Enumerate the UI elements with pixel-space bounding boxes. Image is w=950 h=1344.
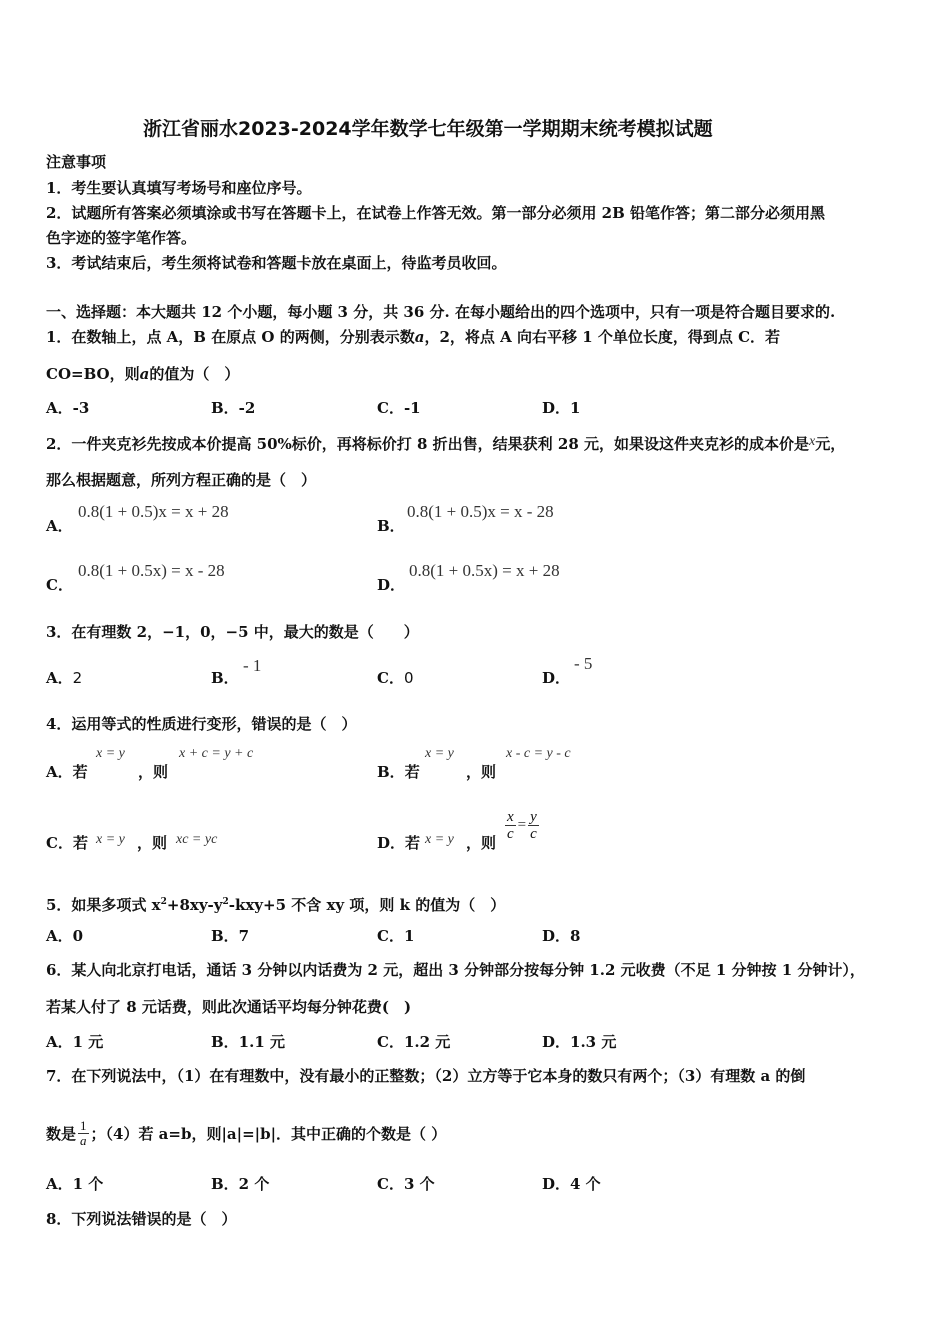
option-d-then: ，则 bbox=[466, 834, 497, 852]
fraction bbox=[505, 809, 516, 842]
q1-text: ，2，将点 A 向右平移 1 个单位长度，得到点 C．若 bbox=[424, 328, 781, 346]
question-1-line2 bbox=[46, 364, 239, 384]
option-value: 0 bbox=[403, 669, 414, 687]
option-d-value: - 5 bbox=[574, 654, 593, 673]
option-d: D．1 bbox=[542, 399, 581, 417]
option-a-label bbox=[46, 762, 88, 782]
q1-variable: a bbox=[414, 328, 425, 346]
numerator: y bbox=[530, 809, 537, 825]
option-a-result: x + c = y + c bbox=[179, 746, 254, 761]
option-c-label: C． bbox=[46, 576, 73, 594]
option-label: B． bbox=[377, 763, 405, 781]
question-7-line1: 7．在下列说法中，（1）在有理数中，没有最小的正整数；（2）立方等于它本身的数只有两个；（3）有理数 a 的倒 bbox=[46, 1067, 806, 1085]
option-c-formula: 0.8(1 + 0.5x) = x - 28 bbox=[78, 561, 225, 580]
exponent: 2 bbox=[222, 897, 229, 907]
option-b: B．2 个 bbox=[211, 1175, 270, 1193]
option-text: 若 bbox=[404, 763, 420, 781]
notice-item: 1．考生要认真填写考场号和座位序号。 bbox=[46, 179, 312, 197]
page-title: 浙江省丽水2023-2024学年数学七年级第一学期期末统考模拟试题 bbox=[143, 118, 713, 140]
option-b: B．1.1 元 bbox=[211, 1033, 285, 1051]
option-d-label: D． bbox=[542, 669, 571, 687]
option-a-condition: x = y bbox=[96, 746, 125, 761]
q2-variable: x bbox=[809, 434, 816, 449]
q1-text: 1．在数轴上，点 A，B 在原点 O 的两侧，分别表示数 bbox=[46, 328, 415, 346]
q1-text: CO=BO，则 bbox=[46, 365, 140, 383]
q7-text: ；（4）若 a=b，则|a|=|b|．其中正确的个数是（ ） bbox=[90, 1124, 447, 1143]
option-a: A．-3 bbox=[46, 399, 90, 417]
q5-text: -kxy+5 不含 xy 项，则 k 的值为（ ） bbox=[228, 896, 506, 914]
option-label: C． bbox=[46, 834, 73, 852]
section-heading: 一、选择题：本大题共 12 个小题，每小题 3 分，共 36 分. 在每小题给出的四个选项中，只有一项是符合题目要求的. bbox=[46, 303, 836, 321]
option-d: D．8 bbox=[542, 927, 581, 945]
notice-item: 2．试题所有答案必须填涂或书写在答题卡上，在试卷上作答无效。第一部分必须用 2B 铅笔作答；第二部分必须用黑 bbox=[46, 204, 826, 222]
option-d-label: D． bbox=[377, 576, 406, 594]
option-label: C． bbox=[377, 669, 404, 687]
option-label: A． bbox=[46, 763, 73, 781]
option-c: C．1.2 元 bbox=[377, 1033, 451, 1051]
denominator: c bbox=[530, 826, 537, 842]
q5-text: +8xy-y bbox=[166, 896, 223, 914]
option-text: 若 bbox=[405, 834, 421, 852]
option-d-label bbox=[377, 833, 420, 853]
question-7-line2 bbox=[46, 1119, 446, 1148]
question-2-line2: 那么根据题意，所列方程正确的是（ ） bbox=[46, 471, 317, 489]
q7-text: 数是 bbox=[46, 1124, 77, 1143]
question-1-line1 bbox=[46, 327, 780, 347]
option-a: A．1 元 bbox=[46, 1033, 104, 1051]
question-6-line2: 若某人付了 8 元话费，则此次通话平均每分钟花费( ) bbox=[46, 998, 412, 1016]
option-b-value: - 1 bbox=[243, 656, 262, 675]
equals-sign: = bbox=[517, 817, 527, 833]
denominator: c bbox=[507, 826, 514, 842]
option-d: D．4 个 bbox=[542, 1175, 601, 1193]
option-c-then: ，则 bbox=[137, 834, 168, 852]
option-text: 若 bbox=[72, 834, 88, 852]
option-d: D．1.3 元 bbox=[542, 1033, 617, 1051]
question-3-stem: 3．在有理数 2，−1，0，−5 中，最大的数是（ ） bbox=[46, 623, 419, 641]
option-c-condition: x = y bbox=[96, 832, 125, 847]
question-6-line1: 6．某人向北京打电话，通话 3 分钟以内话费为 2 元，超出 3 分钟部分按每分钟 1.2 元收费（不足 1 分钟按 1 分钟计）， bbox=[46, 961, 865, 979]
option-value: 2 bbox=[72, 669, 83, 687]
notice-item: 3．考试结束后，考生须将试卷和答题卡放在桌面上，待监考员收回。 bbox=[46, 254, 507, 272]
option-a: A．0 bbox=[46, 927, 84, 945]
question-4-stem: 4．运用等式的性质进行变形，错误的是（ ） bbox=[46, 715, 357, 733]
option-text: 若 bbox=[72, 763, 88, 781]
fraction bbox=[528, 809, 539, 842]
exponent: 2 bbox=[160, 897, 167, 907]
numerator: x bbox=[507, 809, 514, 825]
option-b-then: ，则 bbox=[466, 763, 497, 781]
option-c: C．1 bbox=[377, 927, 415, 945]
q5-text: 5．如果多项式 x bbox=[46, 896, 161, 914]
option-b-label: B． bbox=[377, 517, 405, 535]
option-b-result: x - c = y - c bbox=[506, 746, 571, 761]
option-b: B．7 bbox=[211, 927, 250, 945]
numerator: 1 bbox=[80, 1118, 87, 1133]
option-d-condition: x = y bbox=[425, 832, 454, 847]
option-b-label bbox=[377, 762, 420, 782]
q2-text: 2．一件夹克衫先按成本价提高 50%标价，再将标价打 8 折出售，结果获利 28 元，如果设这件夹克衫的成本价是 bbox=[46, 435, 809, 453]
notice-heading: 注意事项 bbox=[46, 153, 107, 171]
option-c bbox=[377, 668, 414, 688]
option-c-label bbox=[46, 833, 88, 853]
option-b-label: B． bbox=[211, 669, 239, 687]
option-a bbox=[46, 668, 82, 688]
option-b: B．-2 bbox=[211, 399, 256, 417]
option-c: C．-1 bbox=[377, 399, 421, 417]
option-b-condition: x = y bbox=[425, 746, 454, 761]
option-a: A．1 个 bbox=[46, 1175, 104, 1193]
question-8-stem: 8．下列说法错误的是（ ） bbox=[46, 1210, 237, 1228]
question-2-line1 bbox=[46, 432, 845, 454]
notice-item: 色字迹的签字笔作答。 bbox=[46, 229, 197, 247]
option-c-result: xc = yc bbox=[176, 832, 218, 847]
option-d-fraction-equation bbox=[505, 809, 539, 842]
option-d-formula: 0.8(1 + 0.5x) = x + 28 bbox=[409, 561, 560, 580]
q1-text: 的值为（ ） bbox=[149, 365, 240, 383]
option-a-then: ，则 bbox=[138, 763, 169, 781]
option-a-formula: 0.8(1 + 0.5)x = x + 28 bbox=[78, 502, 229, 521]
denominator: a bbox=[80, 1133, 87, 1148]
option-label: A． bbox=[46, 669, 73, 687]
q2-text: 元， bbox=[815, 435, 846, 453]
option-label: D． bbox=[377, 834, 406, 852]
q1-variable: a bbox=[139, 365, 150, 383]
option-a-label: A． bbox=[46, 517, 73, 535]
option-c: C．3 个 bbox=[377, 1175, 435, 1193]
question-5-stem bbox=[46, 892, 505, 915]
fraction bbox=[78, 1119, 89, 1148]
option-b-formula: 0.8(1 + 0.5)x = x - 28 bbox=[407, 502, 554, 521]
